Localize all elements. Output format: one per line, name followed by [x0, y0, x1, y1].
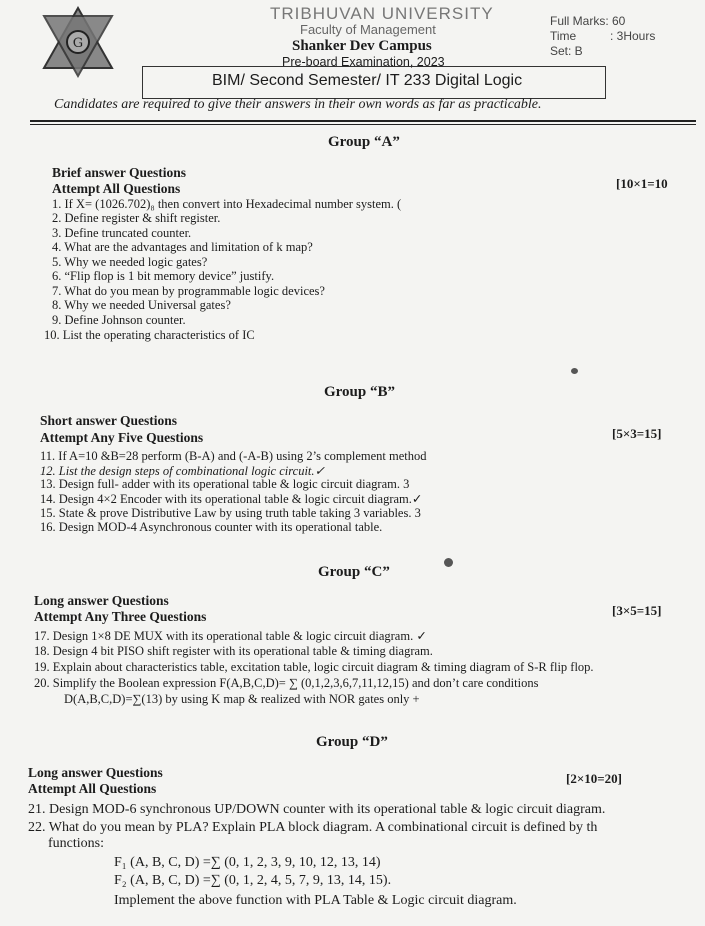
question-3: 3. Define truncated counter. — [52, 226, 192, 240]
exam-name: Pre-board Examination, 2023 — [282, 55, 445, 69]
group-d-type: Long answer Questions — [28, 765, 163, 780]
instruction: Candidates are required to give their answers in their own words as far as practicable. — [54, 97, 542, 112]
group-d-title: Group “D” — [316, 734, 388, 750]
question-9: 9. Define Johnson counter. — [52, 313, 186, 327]
university-name: TRIBHUVAN UNIVERSITY — [270, 4, 494, 23]
question-22: 22. What do you mean by PLA? Explain PLA block diagram. A combinational circuit is defined by th — [28, 820, 598, 835]
question-22-implement: Implement the above function with PLA Table & Logic circuit diagram. — [114, 893, 517, 908]
group-a-attempt: Attempt All Questions — [52, 181, 181, 196]
ink-speck — [444, 558, 453, 567]
header-rule-2 — [30, 124, 696, 125]
question-14: 14. Design 4×2 Encoder with its operational table & logic circuit diagram.✓ — [40, 492, 423, 506]
group-a-marks: [10×1=10 — [616, 176, 668, 191]
group-b-type: Short answer Questions — [40, 413, 178, 428]
group-c-title: Group “C” — [318, 564, 390, 580]
ink-speck — [571, 368, 578, 374]
question-7: 7. What do you mean by programmable logic devices? — [52, 284, 325, 298]
time-label: Time — [550, 29, 577, 43]
question-19: 19. Explain about characteristics table, excitation table, logic circuit diagram & timing diagram of S-R flip flop. — [34, 660, 594, 674]
university-logo — [40, 6, 116, 78]
question-1: 1. If X= (1026.702)₈ then convert into Hexadecimal number system. ( — [52, 197, 402, 211]
faculty-name: Faculty of Management — [300, 22, 436, 37]
time-value: : 3Hours — [610, 29, 656, 43]
group-d-marks: [2×10=20] — [566, 771, 622, 786]
question-10: 10. List the operating characteristics of IC — [44, 328, 255, 342]
question-15: 15. State & prove Distributive Law by using truth table taking 3 variables. 3 — [40, 506, 421, 520]
question-12: 12. List the design steps of combinational logic circuit.✓ — [40, 464, 325, 478]
question-20-dont-care: D(A,B,C,D)=∑(13) by using K map & realized with NOR gates only + — [64, 692, 420, 706]
function-f1: F₁ (A, B, C, D) =∑ (0, 1, 2, 3, 9, 10, 12, 13, 14) — [114, 855, 381, 870]
question-20: 20. Simplify the Boolean expression F(A,B,C,D)= ∑ (0,1,2,3,6,7,11,12,15) and don’t care conditions — [34, 676, 539, 690]
set-label: Set: B — [550, 44, 583, 58]
question-5: 5. Why we needed logic gates? — [52, 255, 208, 269]
svg-text:G: G — [72, 36, 84, 51]
group-c-attempt: Attempt Any Three Questions — [34, 609, 207, 624]
question-17: 17. Design 1×8 DE MUX with its operational table & logic circuit diagram. ✓ — [34, 629, 427, 643]
question-18: 18. Design 4 bit PISO shift register with its operational table & timing diagram. — [34, 644, 433, 658]
question-2: 2. Define register & shift register. — [52, 211, 221, 225]
group-b-title: Group “B” — [324, 384, 395, 400]
question-4: 4. What are the advantages and limitation of k map? — [52, 240, 313, 254]
question-13: 13. Design full- adder with its operational table & logic circuit diagram. 3 — [40, 477, 410, 491]
question-16: 16. Design MOD-4 Asynchronous counter with its operational table. — [40, 520, 383, 534]
question-22-functions: functions: — [48, 836, 104, 851]
function-f2: F₂ (A, B, C, D) =∑ (0, 1, 2, 4, 5, 7, 9, 13, 14, 15). — [114, 873, 392, 888]
group-c-marks: [3×5=15] — [612, 603, 662, 618]
header-rule — [30, 120, 696, 122]
group-d-attempt: Attempt All Questions — [28, 781, 157, 796]
question-21: 21. Design MOD-6 synchronous UP/DOWN counter with its operational table & logic circuit diagram. — [28, 802, 606, 817]
subject-title: BIM/ Second Semester/ IT 233 Digital Logic — [212, 72, 523, 89]
group-b-attempt: Attempt Any Five Questions — [40, 430, 204, 445]
question-6: 6. “Flip flop is 1 bit memory device” justify. — [52, 269, 275, 283]
group-a-type: Brief answer Questions — [52, 165, 186, 180]
group-a-title: Group “A” — [328, 134, 400, 150]
question-8: 8. Why we needed Universal gates? — [52, 298, 231, 312]
group-c-type: Long answer Questions — [34, 593, 169, 608]
full-marks: Full Marks: 60 — [550, 14, 626, 28]
campus-name: Shanker Dev Campus — [292, 38, 432, 54]
question-11: 11. If A=10 &B=28 perform (B-A) and (-A-B) using 2’s complement method — [40, 449, 427, 463]
group-b-marks: [5×3=15] — [612, 426, 662, 441]
